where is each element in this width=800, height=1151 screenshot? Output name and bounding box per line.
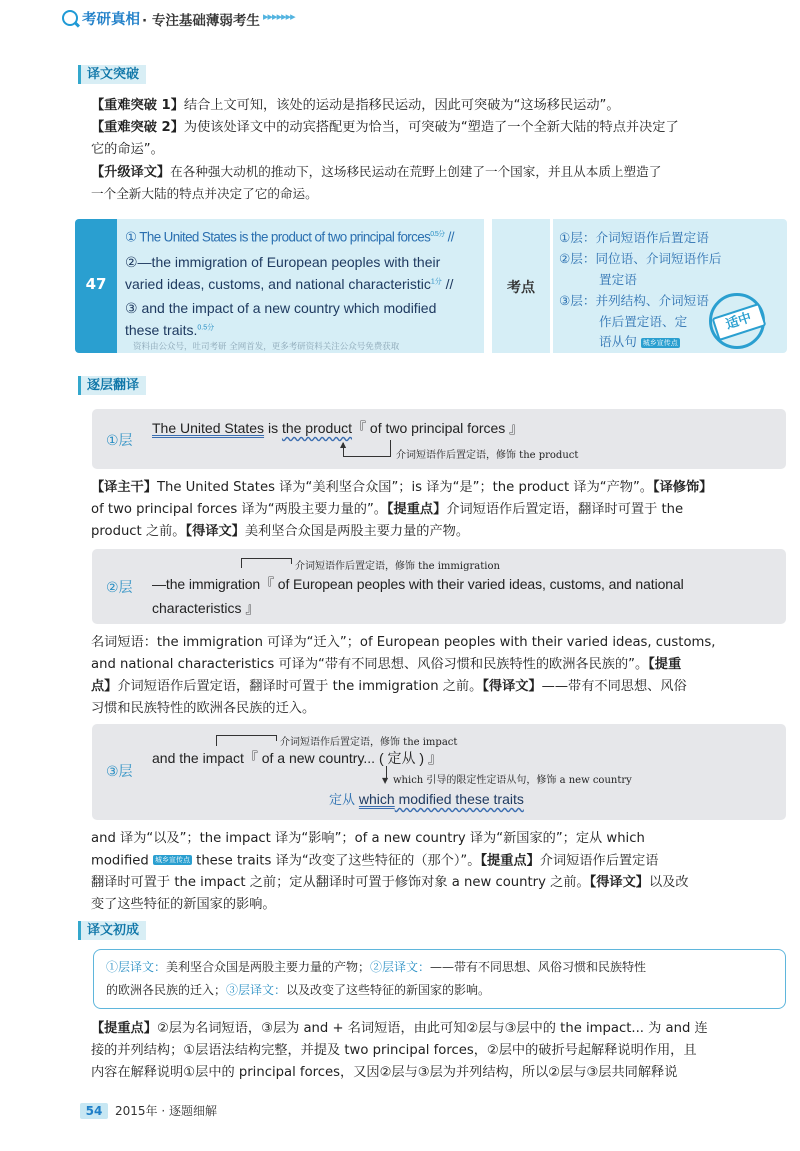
search-logo-icon [62, 10, 78, 26]
clause-which: which [358, 791, 395, 807]
draft-line-1 [106, 957, 646, 978]
layer-2-para-3 [91, 676, 791, 697]
label: 【重难突破 1】 [91, 98, 184, 113]
kaodian-content-box [553, 219, 787, 353]
header-slogan: · 专注基础薄弱考生 [142, 13, 260, 29]
text: 的欧洲各民族的迁入； [106, 983, 227, 997]
layer-2-annotation: 介词短语作后置定语，修饰 the immigration [295, 561, 500, 572]
layer-3-para-4: 变了这些特征的新国家的影响。 [91, 897, 276, 912]
layer-3-para-3 [91, 872, 791, 893]
modifier: 『 of two principal forces 』 [352, 420, 524, 436]
header-arrows-icon: ▸▸▸▸▸▸▸ [263, 10, 295, 23]
kaodian-3-cont: 作后置定语、定 [599, 314, 688, 329]
anno-line [216, 735, 276, 736]
clause-rest: modified these traits [394, 791, 524, 807]
draft-para-1 [91, 1018, 791, 1039]
anno-line [241, 558, 291, 559]
layer-2-label: ②层 [106, 580, 133, 596]
question-number: 47 [85, 275, 107, 293]
kaodian-3-cont2 [599, 331, 680, 350]
page-number: 54 [80, 1103, 108, 1119]
layer-1-label: ①层 [106, 433, 133, 449]
text: 翻译时可置于 the impact 之前；定从翻译时可置于修饰对象 a new country 之前。 [91, 875, 590, 890]
layer-2-line-1: —the immigration『 of European peoples with their varied ideas, customs, and national [152, 576, 684, 592]
text: ① The United States is the product of two principal forces [125, 229, 431, 245]
layer-3-line-1: and the impact『 of a new country... ( 定从 ) 』 [152, 750, 442, 766]
label: 【译主干】 [91, 480, 157, 495]
text: The United States 译为“美利坚合众国”；is 译为“是”；the product 译为“产物”。 [156, 480, 653, 495]
label: 【得译文】 [482, 679, 542, 694]
section-tag-layer: 逐层翻译 [78, 376, 146, 395]
sentence-line-2: ②—the immigration of European peoples with their [125, 254, 441, 270]
layer-1-annotation: 介词短语作后置定语，修饰 the product [396, 450, 579, 461]
section-tag-draft: 译文初成 [78, 921, 146, 940]
label: 【提重 [648, 657, 682, 672]
layer-3-clause [329, 789, 524, 808]
text: 美利坚合众国是两股主要力量的产物； [166, 960, 371, 974]
anno-line [241, 558, 242, 568]
draft-para-2: 接的并列结构；①层语法结构完整，并提及 two principal forces，②层中的破折号起解释说明作用，且 [91, 1043, 697, 1058]
breakthrough-p3-cont: 一个全新大陆的特点并决定了它的命运。 [91, 186, 318, 201]
anno-line [276, 735, 277, 741]
label: 【重难突破 2】 [91, 120, 184, 135]
layer-3-label: ③层 [106, 764, 133, 780]
layer-2-para-1: 名词短语：the immigration 可译为“迁入”；of European peoples with their varied ideas, customs, [91, 635, 716, 650]
anno-line [216, 735, 217, 746]
label: ③层译文： [226, 983, 287, 997]
text: 为使该处译文中的动宾搭配更为恰当，可突破为“塑造了一个全新大陆的特点并决定了 [183, 120, 679, 135]
breakthrough-p2-cont: 它的命运”。 [91, 142, 164, 157]
difficulty-stamp [709, 293, 765, 349]
text: 语从句 [599, 334, 637, 349]
text: modified [91, 853, 149, 869]
key-point-badge: 城乡宣传点 [154, 856, 190, 864]
sep: // [444, 229, 454, 245]
text: these traits. [125, 322, 198, 338]
sentence-line-5 [125, 322, 214, 338]
subject: The United States [152, 420, 265, 436]
sentence-line-4: ③ and the impact of a new country which modified [125, 300, 437, 316]
label: 【提重点】 [91, 1021, 157, 1036]
breakthrough-p1 [91, 95, 771, 116]
kaodian-1: ①层：介词短语作后置定语 [559, 230, 709, 245]
breakthrough-p2 [91, 117, 771, 138]
layer-1-para-1 [91, 477, 791, 498]
label: ②层译文： [370, 960, 431, 974]
text: 美利坚合众国是两股主要力量的产物。 [244, 524, 470, 539]
footer-title: 2015年 · 逐题细解 [115, 1104, 217, 1118]
label: 【译修饰】 [653, 480, 713, 495]
score: 1分 [430, 278, 442, 286]
clause-label: 定从 [329, 792, 356, 807]
watermark-text: 资料由公众号，吐司考研 全网首发，更多考研资料关注公众号免费获取 [133, 342, 400, 352]
layer-3-para-2 [91, 850, 791, 872]
text: 以及改变了这些特征的新国家的影响。 [286, 983, 491, 997]
text: 介词短语作后置定语，翻译时可置于 the immigration 之前。 [117, 679, 483, 694]
sep: // [441, 276, 454, 292]
draft-line-2 [106, 980, 490, 1001]
sentence-line-3 [125, 276, 453, 292]
text: ——带有不同思想、风俗 [541, 679, 687, 694]
text: 结合上文可知，该处的运动是指移民运动，因此可突破为“这场移民运动”。 [183, 98, 620, 113]
text: of two principal forces 译为“两股主要力量的”。 [91, 502, 387, 517]
text: product 之前。 [91, 524, 186, 539]
layer-3-para-1: and 译为“以及”；the impact 译为“影响”；of a new country 译为“新国家的”；定从 which [91, 831, 645, 846]
kaodian-label: 考点 [507, 280, 535, 296]
arrow-up-icon: ▲ [340, 440, 347, 449]
layer-3-annotation-1: 介词短语作后置定语，修饰 the impact [280, 737, 458, 748]
layer-2-line-2: characteristics 』 [152, 600, 260, 616]
draft-box [93, 949, 786, 1009]
label: 【得译文】 [185, 524, 245, 539]
text: 以及改 [648, 875, 689, 890]
kaodian-label-box [492, 219, 550, 353]
anno-line [291, 558, 292, 564]
label: 点】 [91, 679, 118, 694]
text: ——带有不同思想、风俗习惯和民族特性 [430, 960, 647, 974]
layer-1-para-3 [91, 521, 791, 542]
text: ②层为名词短语，③层为 and + 名词短语，由此可知②层与③层中的 the impact... 为 and 连 [156, 1021, 708, 1036]
layer-1-sentence [152, 418, 523, 438]
kaodian-2: ②层：同位语、介词短语作后 [559, 251, 722, 266]
sentence-line-1 [125, 229, 454, 245]
layer-2-para-2 [91, 654, 791, 675]
text: 在各种强大动机的推动下，这场移民运动在荒野上创建了一个国家，并且从本质上塑造了 [170, 164, 662, 179]
arrow-down-icon: ▼ [382, 776, 389, 785]
question-number-box [75, 219, 117, 353]
text: these traits 译为“改变了这些特征的（那个）”。 [196, 853, 481, 869]
question-sentence-box [117, 219, 484, 353]
label: 【升级译文】 [91, 165, 171, 180]
kaodian-3: ③层：并列结构、介词短语 [559, 293, 709, 308]
label: 【提重点】 [386, 502, 447, 517]
layer-3-box [92, 724, 786, 820]
section-tag-breakthrough: 译文突破 [78, 65, 146, 84]
breakthrough-p3 [91, 161, 771, 183]
text: 介词短语作后置定语，翻译时可置于 the [446, 502, 684, 517]
anno-line [390, 440, 391, 457]
draft-para-3: 内容在解释说明①层中的 principal forces，又因②层与③层为并列结构，所以②层与③层共同解释说 [91, 1065, 678, 1080]
layer-2-box [92, 549, 786, 624]
anno-line [343, 456, 391, 457]
label: ①层译文： [106, 960, 167, 974]
layer-3-annotation-2: which 引导的限定性定语从句，修饰 a new country [393, 775, 632, 786]
layer-1-box [92, 409, 786, 469]
score: 0.5分 [197, 324, 215, 332]
layer-1-para-2 [91, 499, 791, 520]
text: and national characteristics 可译为“带有不同思想、风俗习惯和民族特性的欧洲各民族的”。 [91, 657, 649, 672]
difficulty-stamp-text: 适中 [712, 303, 767, 341]
text: 介词短语作后置定语 [539, 853, 659, 869]
kaodian-2-cont: 置定语 [599, 272, 637, 287]
object: the product [281, 420, 353, 436]
layer-2-para-4: 习惯和民族特性的欧洲各民族的迁入。 [91, 701, 316, 716]
label: 【提重点】 [480, 853, 540, 869]
label: 【得译文】 [589, 875, 649, 890]
key-point-badge: 城乡宣传点 [642, 338, 678, 347]
score: 0.5分 [430, 231, 445, 238]
text: varied ideas, customs, and national characteristic [125, 276, 431, 292]
verb: is [264, 420, 282, 436]
header-brand: 考研真相 [82, 12, 140, 28]
